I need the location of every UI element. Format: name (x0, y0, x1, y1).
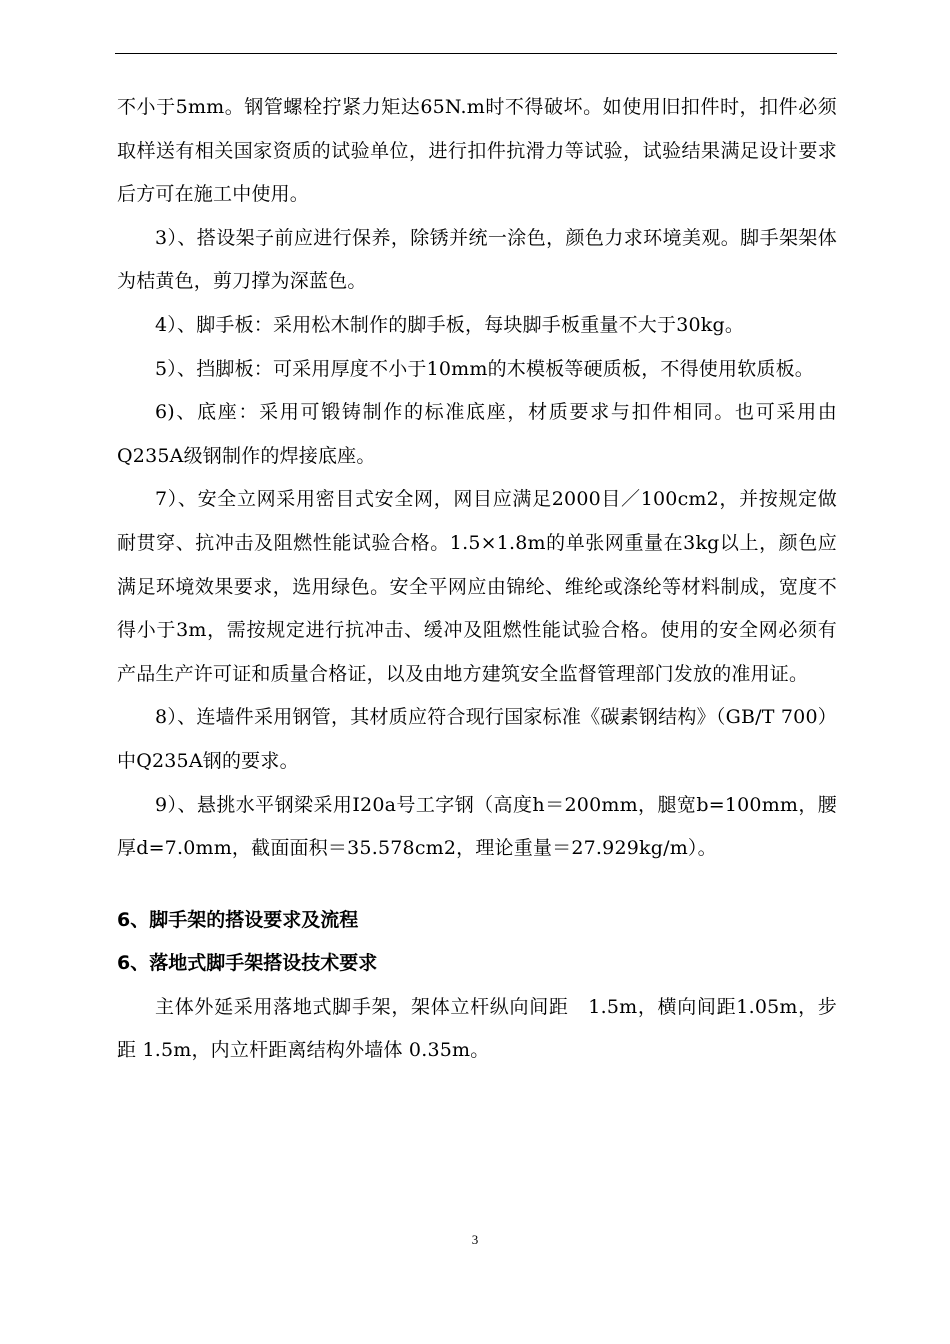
section-gap (117, 871, 837, 899)
header-rule (115, 53, 837, 54)
paragraph-floor-scaffold-spacing: 主体外延采用落地式脚手架，架体立杆纵向间距 1.5m，横向间距1.05m，步距 1.5m，内立杆距离结构外墙体 0.35m。 (117, 995, 837, 1062)
section-heading-floor-scaffold: 6、落地式脚手架搭设技术要求 (117, 952, 378, 975)
paragraph-scaffold-board: 4）、脚手板：采用松木制作的脚手板，每块脚手板重量不大于30kg。 (155, 313, 745, 336)
section-heading-requirements: 6、脚手架的搭设要求及流程 (117, 908, 359, 931)
paragraph-scaffold-painting: 3）、搭设架子前应进行保养，除锈并统一涂色，颜色力求环境美观。脚手架架体为桔黄色，剪刀撑为深蓝色。 (117, 226, 837, 293)
paragraph-toe-board: 5）、挡脚板：可采用厚度不小于10mm的木模板等硬质板，不得使用软质板。 (155, 357, 815, 380)
paragraph-base: 6)、底座：采用可锻铸制作的标准底座，材质要求与扣件相同。也可采用由Q235A级钢制作的焊接底座。 (117, 401, 837, 467)
document-body (117, 86, 837, 1073)
page-number: 3 (471, 1232, 479, 1247)
paragraph-wall-tie: 8）、连墙件采用钢管，其材质应符合现行国家标准《碳素钢结构》（GB/T 700）中Q235A钢的要求。 (117, 706, 837, 772)
paragraph-steel-beam: 9）、悬挑水平钢梁采用I20a号工字钢（高度h＝200mm，腿宽b=100mm，腰厚d=7.0mm，截面面积＝35.578cm2，理论重量＝27.929kg/m）。 (117, 793, 837, 860)
paragraph-fastener-test: 不小于5mm。钢管螺栓拧紧力矩达65N.m时不得破坏。如使用旧扣件时，扣件必须取样送有相关国家资质的试验单位，进行扣件抗滑力等试验，试验结果满足设计要求后方可在施工中使用。 (117, 96, 837, 206)
paragraph-safety-net: 7）、安全立网采用密目式安全网，网目应满足2000目／100cm2，并按规定做耐贯穿、抗冲击及阻燃性能试验合格。1.5×1.8m的单张网重量在3kg以上，颜色应满足环境效果要求，选用绿色。安全平网应由锦纶、维纶或涤纶等材料制成，宽度不得小于3m，需按规定进行抗冲击、缓冲及阻燃性能试验合格。使用的安全网必须有产品生产许可证和质量合格证，以及由地方建筑安全监督管理部门发放的准用证。 (117, 488, 837, 685)
